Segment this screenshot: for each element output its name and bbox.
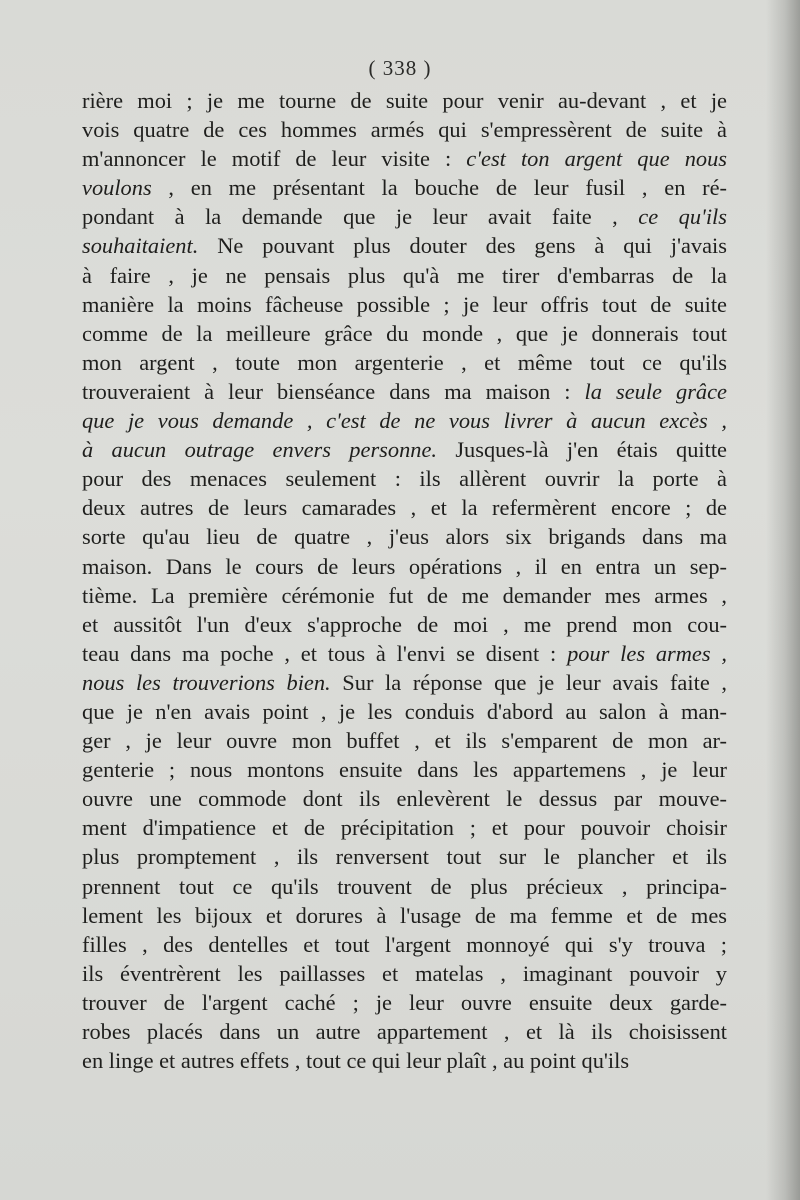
text-segment: comme de la meilleure grâce du monde , que je donnerais tout [82,320,727,346]
text-line [82,348,727,377]
text-line [82,86,727,115]
text-segment: mon argent , toute mon argenterie , et même tout ce qu'ils [82,349,727,375]
text-segment: pondant à la demande que je leur avait faite , [82,204,639,230]
italic-text: pour les armes , [567,640,727,666]
text-line [82,813,727,842]
italic-text: c'est ton argent que nous [466,146,727,172]
text-line [82,464,727,493]
text-segment: trouver de l'argent caché ; je leur ouvre ensuite deux garde- [82,989,727,1015]
italic-text: la seule grâce [584,378,727,404]
text-segment: ils éventrèrent les paillasses et matelas , imaginant pouvoir y [82,960,727,986]
text-segment: genterie ; nous montons ensuite dans les appartemens , je leur [82,757,727,783]
text-segment: Jusques-là j'en étais quitte [437,437,727,463]
text-segment: que je n'en avais point , je les conduis d'abord au salon à man- [82,698,727,724]
italic-text: souhaitaient. [82,233,199,259]
text-segment: prennent tout ce qu'ils trouvent de plus précieux , principa- [82,873,727,899]
page-number: ( 338 ) [368,56,432,80]
italic-text: que je vous demande , c'est de ne vous livrer à aucun excès , [82,408,727,434]
text-line [82,668,727,697]
text-line [82,522,727,551]
text-segment: trouveraient à leur bienséance dans ma maison : [82,378,585,404]
text-line [82,959,727,988]
text-segment: plus promptement , ils renversent tout sur le plancher et ils [82,844,727,870]
text-segment: ouvre une commode dont ils enlevèrent le dessus par mouve- [82,786,727,812]
text-segment: maison. Dans le cours de leurs opérations , il en entra un sep- [82,553,727,579]
text-line [82,901,727,930]
text-line [82,784,727,813]
text-segment: teau dans ma poche , et tous à l'envi se disent : [82,640,568,666]
text-segment: rière moi ; je me tourne de suite pour venir au-devant , et je [82,88,727,113]
text-line [82,173,727,202]
text-line [82,755,727,784]
text-segment: ger , je leur ouvre mon buffet , et ils s'emparent de mon ar- [82,728,727,754]
text-segment: filles , des dentelles et tout l'argent monnoyé qui s'y trouva ; [82,931,727,957]
text-segment: tième. La première cérémonie fut de me demander mes armes , [82,582,727,608]
text-line [82,435,727,464]
text-line [82,290,727,319]
text-line [82,115,727,144]
text-line [82,639,727,668]
text-segment: , en me présentant la bouche de leur fusil , en ré- [151,175,727,201]
text-line [82,552,727,581]
text-line [82,493,727,522]
text-segment: vois quatre de ces hommes armés qui s'empressèrent de suite à [82,117,727,143]
text-segment: en linge et autres effets , tout ce qui leur plaît , au point qu'ils [82,1048,630,1074]
text-line [82,1046,727,1075]
text-line [82,319,727,348]
italic-text: à aucun outrage envers personne. [82,437,437,463]
body-text [82,86,727,1075]
text-line [82,697,727,726]
italic-text: ce qu'ils [638,204,727,230]
text-line [82,1017,727,1046]
text-line [82,261,727,290]
text-segment: manière la moins fâcheuse possible ; je leur offris tout de suite [82,291,727,317]
text-line [82,581,727,610]
text-line [82,377,727,406]
page-edge-shadow [766,0,800,1200]
text-line [82,406,727,435]
text-line [82,202,727,231]
text-segment: Sur la réponse que je leur avais faite , [330,669,727,695]
text-line [82,842,727,871]
text-segment: m'annoncer le motif de leur visite : [82,146,467,172]
italic-text: nous les trouverions bien. [82,669,331,695]
text-line [82,930,727,959]
text-segment: lement les bijoux et dorures à l'usage de ma femme et de mes [82,902,727,928]
text-line [82,610,727,639]
text-segment: pour des menaces seulement : ils allèrent ouvrir la porte à [82,466,727,492]
text-segment: Ne pouvant plus douter des gens à qui j'avais [198,233,727,259]
text-segment: sorte qu'au lieu de quatre , j'eus alors six brigands dans ma [82,524,727,550]
text-line [82,231,727,260]
text-segment: ment d'impatience et de précipitation ; et pour pouvoir choisir [82,815,727,841]
text-segment: deux autres de leurs camarades , et la refermèrent encore ; de [82,495,727,521]
text-segment: et aussitôt l'un d'eux s'approche de moi , me prend mon cou- [82,611,727,637]
text-line [82,988,727,1017]
text-segment: à faire , je ne pensais plus qu'à me tirer d'embarras de la [82,262,727,288]
text-line [82,144,727,173]
text-line [82,872,727,901]
italic-text: voulons [82,175,152,201]
text-line [82,726,727,755]
text-segment: robes placés dans un autre appartement , et là ils choisissent [82,1019,727,1044]
